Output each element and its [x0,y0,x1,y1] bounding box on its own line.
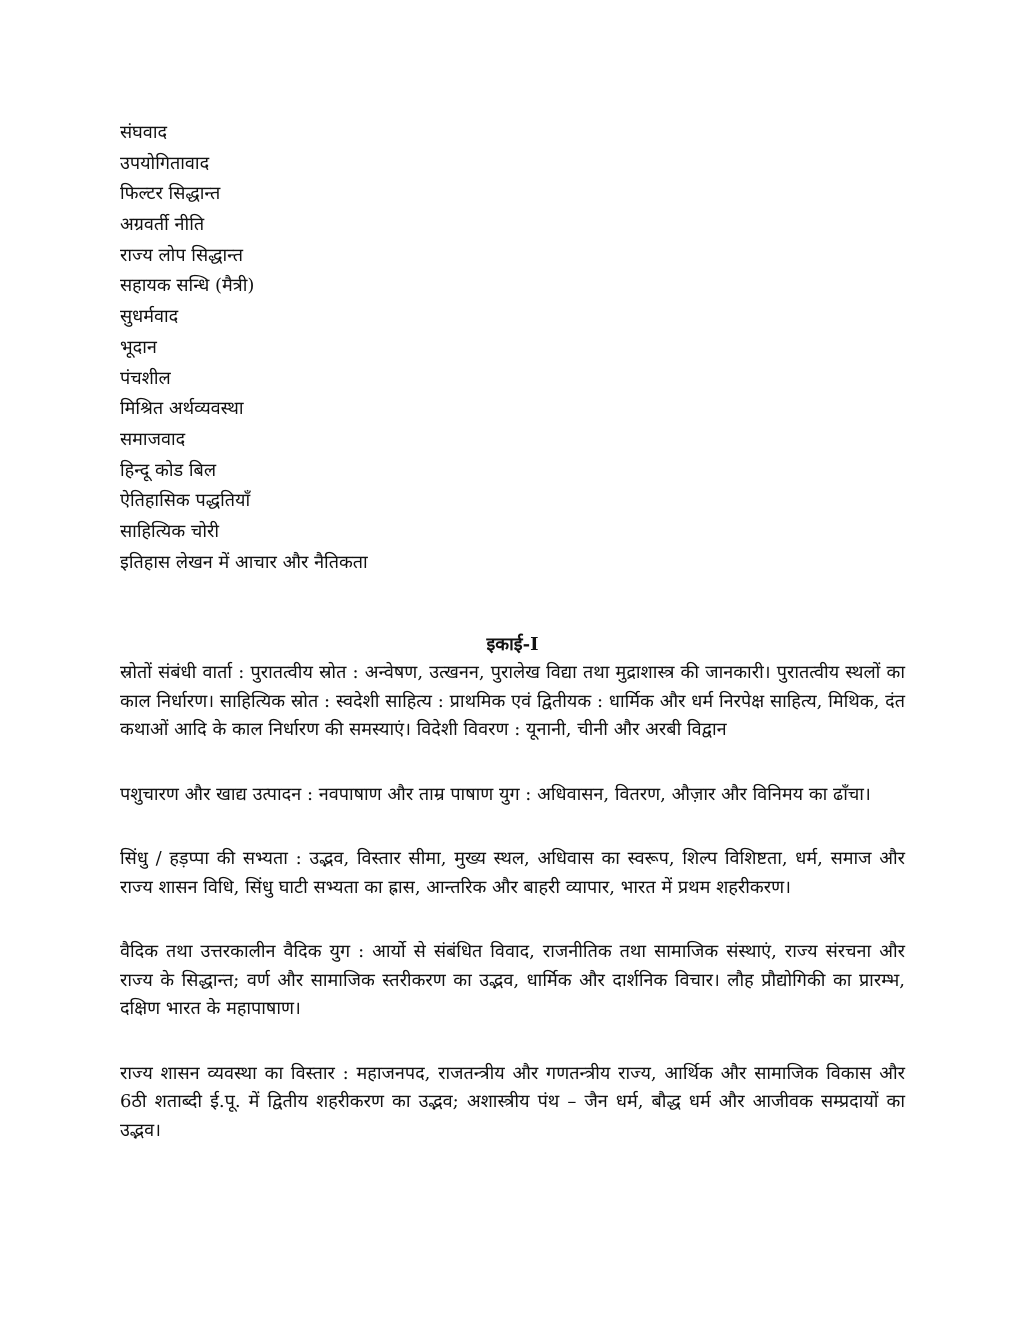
paragraph-sources: स्रोतों संबंधी वार्ता : पुरातत्वीय स्रोत : अन्वेषण, उत्खनन, पुरालेख विद्या तथा मुद्राशास्त्र की जानकारी। पुरातत्वीय स्थलों का काल निर्धारण। साहित्यिक स्रोत : स्वदेशी साहित्य : प्राथमिक एवं द्वितीयक : धार्मिक और धर्म निरपेक्ष साहित्य, मिथिक, दंत कथाओं आदि के काल निर्धारण की समस्याएं। विदेशी विवरण : यूनानी, चीनी और अरबी विद्वान [120,662,905,741]
list-item: हिन्दू कोड बिल [120,459,217,481]
page-content [120,118,905,1181]
paragraph-state-expansion: राज्य शासन व्यवस्था का विस्तार : महाजनपद, राजतन्त्रीय और गणतन्त्रीय राज्य, आर्थिक और सामाजिक विकास और 6ठी शताब्दी ई.पू. में द्वितीय शहरीकरण का उद्भव; अशास्त्रीय पंथ – जैन धर्म, बौद्ध धर्म और आजीवक सम्प्रदायों का उद्भव। [120,1062,905,1141]
list-item: अग्रवर्ती नीति [120,214,205,236]
list-item: भूदान [120,336,157,358]
list-item: उपयोगितावाद [120,152,210,174]
list-item: मिश्रित अर्थव्यवस्था [120,398,244,420]
paragraph-pastoralism: पशुचारण और खाद्य उत्पादन : नवपाषाण और ताम्र पाषाण युग : अधिवासन, वितरण, औज़ार और विनिमय का ढाँचा। [120,783,871,805]
unit-heading: इकाई-I [486,634,539,656]
paragraph-vedic-age: वैदिक तथा उत्तरकालीन वैदिक युग : आर्यो से संबंधित विवाद, राजनीतिक तथा सामाजिक संस्थाएं, राज्य संरचना और राज्य के सिद्धान्त; वर्ण और सामाजिक स्तरीकरण का उद्भव, धार्मिक और दार्शनिक विचार। लौह प्रौद्योगिकी का प्रारम्भ, दक्षिण भारत के महापाषाण। [120,941,905,1020]
list-item: इतिहास लेखन में आचार और नैतिकता [120,551,368,573]
list-item: राज्य लोप सिद्धान्त [120,244,243,266]
list-item: सहायक सन्धि (मैत्री) [120,275,255,297]
list-item: साहित्यिक चोरी [120,520,220,542]
list-item: ऐतिहासिक पद्धतियाँ [120,490,251,512]
list-item: संघवाद [120,122,168,143]
list-item: फिल्टर सिद्धान्त [120,183,221,205]
paragraph-indus-civilization: सिंधु / हड़प्पा की सभ्यता : उद्भव, विस्तार सीमा, मुख्य स्थल, अधिवास का स्वरूप, शिल्प विशिष्टता, धर्म, समाज और राज्य शासन विधि, सिंधु घाटी सभ्यता का ह्रास, आन्तरिक और बाहरी व्यापार, भारत में प्रथम शहरीकरण। [120,848,905,898]
list-item: समाजवाद [120,428,186,450]
term-list [120,118,905,578]
list-item: पंचशील [120,367,171,389]
list-item: सुधर्मवाद [120,306,179,328]
